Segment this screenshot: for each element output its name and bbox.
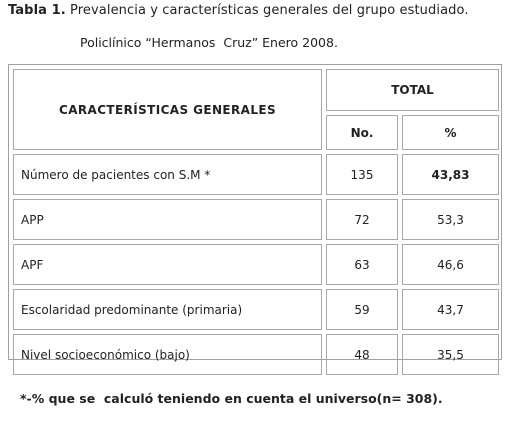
caption-label: Tabla 1. [8,3,66,18]
table-row [9,154,501,195]
row-label: Escolaridad predominante (primaria) [13,289,322,330]
header-total: TOTAL [326,69,499,111]
table-row [9,334,501,375]
header-no: No. [326,115,398,150]
row-number: 72 [326,199,398,240]
row-percent: 53,3 [402,199,499,240]
table-row [9,199,501,240]
row-label: APF [13,244,322,285]
row-percent: 43,83 [402,154,499,195]
caption-subtitle: Policlínico “Hermanos Cruz” Enero 2008. [80,35,338,50]
row-number: 135 [326,154,398,195]
row-number: 59 [326,289,398,330]
row-label: APP [13,199,322,240]
row-percent: 35,5 [402,334,499,375]
row-number: 48 [326,334,398,375]
row-percent: 46,6 [402,244,499,285]
table-caption [8,3,469,18]
header-percent: % [402,115,499,150]
table-footnote: *-% que se calculó teniendo en cuenta el universo(n= 308). [20,391,443,406]
data-table [8,64,502,360]
table-row [9,289,501,330]
row-number: 63 [326,244,398,285]
table-row [9,244,501,285]
caption-title: Prevalencia y características generales del grupo estudiado. [70,3,469,18]
row-label: Número de pacientes con S.M * [13,154,322,195]
header-general: CARACTERÍSTICAS GENERALES [13,69,322,150]
row-percent: 43,7 [402,289,499,330]
row-label: Nivel socioeconómico (bajo) [13,334,322,375]
